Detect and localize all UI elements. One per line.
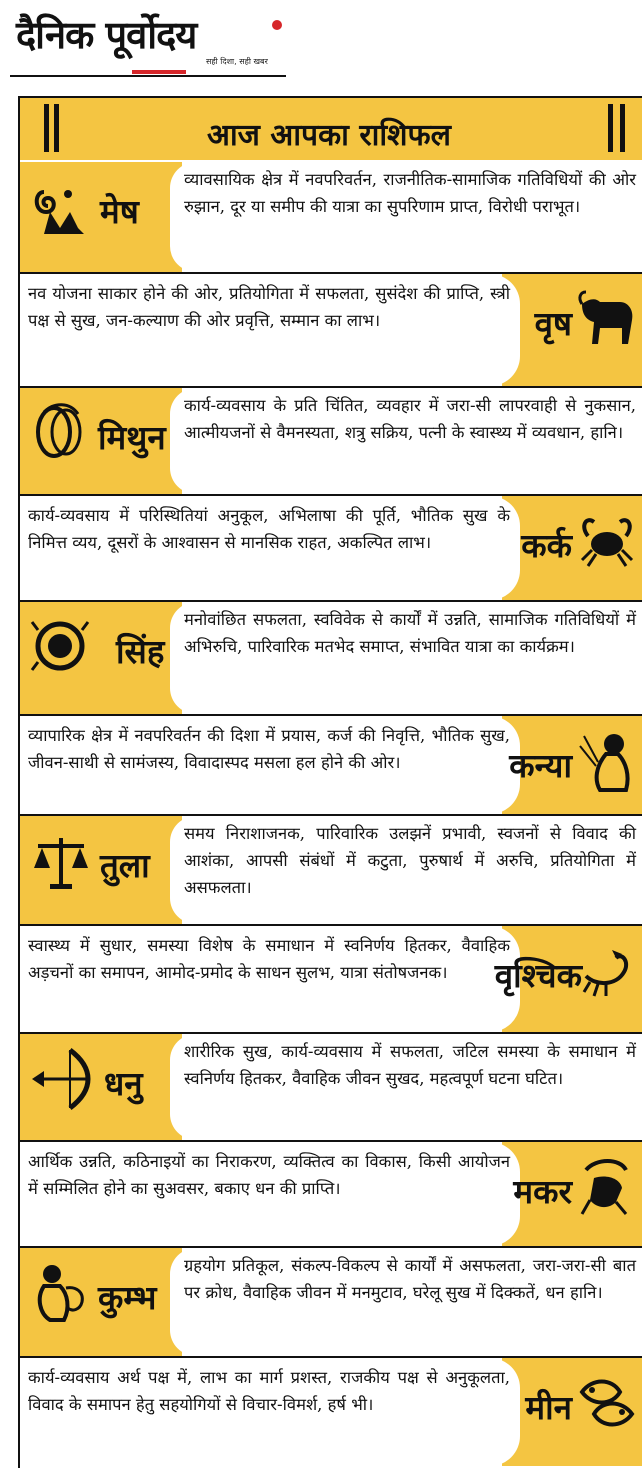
goat-icon — [576, 1152, 638, 1222]
header-bar-left-2 — [54, 104, 59, 152]
sign-name: मिथुन — [98, 418, 166, 457]
sign-name: कन्या — [509, 746, 572, 785]
sign-prediction: व्यावसायिक क्षेत्र में नवपरिवर्तन, राजनीतिक-सामाजिक गतिविधियों की ओर रुझान, दूर या समीप की यात्रा का सुपरिणाम प्राप्त, विरोधी पराभूत। — [184, 170, 636, 216]
sign-prediction: शारीरिक सुख, कार्य-व्यवसाय में सफलता, जटिल समस्या के समाधान में स्वनिर्णय हितकर, वैवाहिक जीवन सुखद, महत्वपूर्ण घटना घटित। — [184, 1042, 636, 1088]
sign-row-vrishchik — [20, 926, 642, 1032]
newspaper-tagline: सही दिशा, सही खबर — [206, 57, 268, 66]
fish-icon — [576, 1368, 638, 1438]
sign-prediction: स्वास्थ्य में सुधार, समस्या विशेष के समाधान में स्वनिर्णय हितकर, वैवाहिक अड़चनों का समापन, आमोद-प्रमोद के साधन सुलभ, यात्रा संतोषजनक। — [28, 936, 510, 982]
sign-prediction: आर्थिक उन्नति, कठिनाइयों का निराकरण, व्यक्तित्व का विकास, किसी आयोजन में सम्मिलित होने का सुअवसर, बकाए धन की प्राप्ति। — [28, 1152, 510, 1198]
sign-row-kanya — [20, 716, 642, 814]
sign-prediction: व्यापारिक क्षेत्र में नवपरिवर्तन की दिशा में प्रयास, कर्ज की निवृत्ति, भौतिक सुख, जीवन-साथी से सामंजस्य, विवादास्पद मसला हल होने की ओर। — [28, 726, 510, 772]
sign-prediction: समय निराशाजनक, पारिवारिक उलझनें प्रभावी, स्वजनों से विवाद की आशंका, आपसी संबंधों में कटुता, पुरुषार्थ में अरुचि, प्रतियोगिता में असफलता। — [184, 824, 636, 897]
scorpion-icon — [576, 936, 638, 1006]
ram-icon — [30, 172, 92, 242]
sign-row-meen — [20, 1358, 642, 1466]
header-bar-right-2 — [620, 104, 625, 152]
scales-icon — [30, 826, 92, 896]
sign-prediction: कार्य-व्यवसाय में परिस्थितियां अनुकूल, अभिलाषा की पूर्ति, भौतिक सुख के निमित्त व्यय, दूसरों के आश्वासन से मानसिक राहत, अकल्पित लाभ। — [28, 506, 510, 552]
sign-row-vrish — [20, 274, 642, 386]
masthead-rule — [10, 75, 286, 77]
sign-row-mesh — [20, 162, 642, 272]
sign-prediction: ग्रहयोग प्रतिकूल, संकल्प-विकल्प से कार्यों में असफलता, जरा-जरा-सी बात पर क्रोध, वैवाहिक जीवन में मनमुटाव, घरेलू सुख में दिक्कतें, धन हानि। — [184, 1256, 636, 1302]
bow-arrow-icon — [30, 1044, 92, 1114]
sign-row-kark — [20, 496, 642, 600]
sign-row-kumbh — [20, 1248, 642, 1356]
sign-row-tula — [20, 816, 642, 924]
sign-prediction: नव योजना साकार होने की ओर, प्रतियोगिता में सफलता, सुसंदेश की प्राप्ति, स्त्री पक्ष से सुख, जन-कल्याण की ओर प्रवृत्ति, सम्मान का लाभ। — [28, 284, 510, 330]
sign-name: मीन — [525, 1388, 572, 1427]
maiden-icon — [576, 726, 638, 796]
sign-name: तुला — [100, 846, 150, 885]
sign-prediction: कार्य-व्यवसाय के प्रति चिंतित, व्यवहार में जरा-सी लापरवाही से नुकसान, आत्मीयजनों से वैमनस्यता, शत्रु सक्रिय, पत्नी के स्वास्थ्य में व्यवधान, हानि। — [184, 396, 636, 442]
brand-red-strip — [132, 70, 186, 74]
crab-icon — [576, 506, 638, 576]
sign-name: सिंह — [116, 632, 165, 671]
brand-dot-icon — [272, 20, 282, 30]
lion-icon — [30, 612, 92, 682]
header-bar-right-1 — [608, 104, 613, 152]
newspaper-title: दैनिक पूर्वोदय — [16, 13, 197, 57]
sign-name: मकर — [513, 1172, 572, 1211]
header-bar-left-1 — [44, 104, 49, 152]
masthead — [10, 6, 290, 72]
twins-icon — [30, 398, 92, 468]
sign-name: कुम्भ — [98, 1278, 157, 1317]
sign-name: वृश्चिक — [494, 956, 582, 995]
sign-prediction: कार्य-व्यवसाय अर्थ पक्ष में, लाभ का मार्ग प्रशस्त, राजकीय पक्ष से अनुकूलता, विवाद के समापन हेतु सहयोगियों से विचार-विमर्श, हर्ष भी। — [28, 1368, 510, 1414]
sign-row-makar — [20, 1142, 642, 1246]
sign-prediction: मनोवांछित सफलता, स्वविवेक से कार्यों में उन्नति, सामाजिक गतिविधियों में अभिरुचि, पारिवारिक मतभेद समाप्त, संभावित यात्रा का कार्यक्रम। — [184, 610, 636, 656]
bull-icon — [576, 284, 638, 354]
water-bearer-icon — [30, 1258, 92, 1328]
sign-row-singh — [20, 602, 642, 714]
header-title-box — [164, 106, 494, 160]
sign-name: मेष — [100, 192, 139, 231]
sign-row-mithun — [20, 388, 642, 494]
sign-row-dhanu — [20, 1034, 642, 1140]
sign-name: कर्क — [521, 526, 572, 565]
page-title: आज आपका राशिफल — [207, 117, 451, 153]
sign-name: वृष — [534, 304, 572, 343]
sign-name: धनु — [104, 1064, 143, 1103]
